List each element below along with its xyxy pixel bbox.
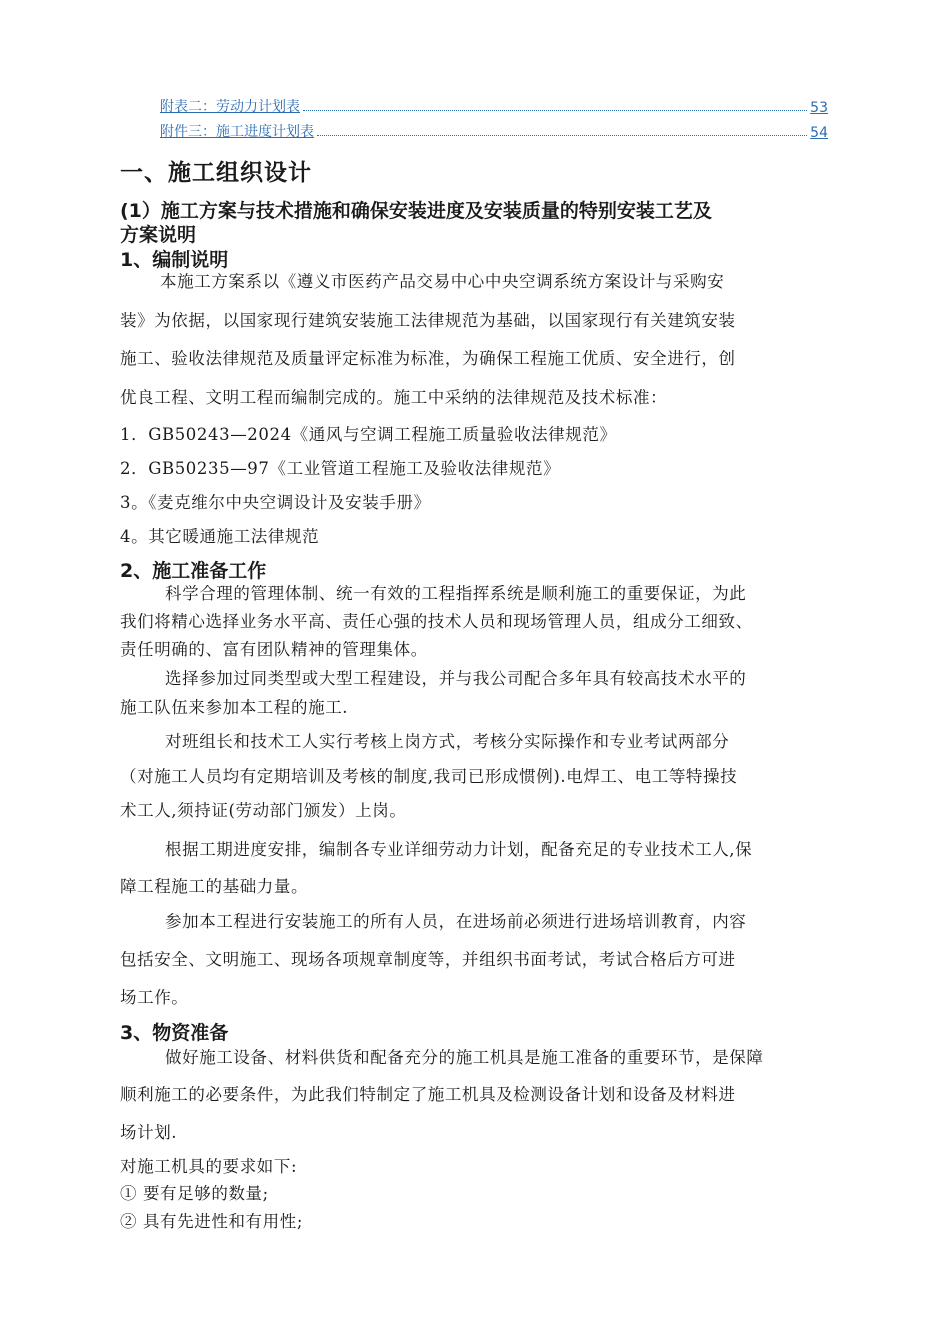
toc-title[interactable]: 附表二：劳动力计划表 [160, 99, 300, 115]
toc-leader [303, 109, 807, 111]
heading-2-cont: 方案说明 [120, 224, 197, 246]
paragraph-line: （对施工人员均有定期培训及考核的制度,我司已形成惯例).电焊工、电工等特操技 [120, 767, 738, 786]
paragraph-line: 障工程施工的基础力量。 [120, 877, 309, 896]
standard-item: 2．GB50235—97《工业管道工程施工及验收法律规范》 [120, 459, 561, 478]
requirements-intro: 对施工机具的要求如下: [120, 1157, 298, 1176]
paragraph-line: 术工人,须持证(劳动部门颁发）上岗。 [120, 801, 407, 820]
paragraph-line: 施工队伍来参加本工程的施工. [120, 698, 349, 717]
paragraph-line: 参加本工程进行安装施工的所有人员，在进场前必须进行进场培训教育，内容 [165, 912, 747, 931]
section-1-title: 1、编制说明 [120, 249, 229, 271]
section-2-title: 2、施工准备工作 [120, 560, 267, 582]
paragraph-line: 对班组长和技术工人实行考核上岗方式，考核分实际操作和专业考试两部分 [165, 732, 730, 751]
requirement-item: ① 要有足够的数量; [120, 1184, 269, 1203]
requirement-item: ② 具有先进性和有用性; [120, 1212, 304, 1231]
heading-2: (1）施工方案与技术措施和确保安装进度及安装质量的特别安装工艺及 [120, 200, 712, 222]
paragraph-line: 责任明确的、富有团队精神的管理集体。 [120, 640, 428, 659]
paragraph-line: 做好施工设备、材料供货和配备充分的施工机具是施工准备的重要环节，是保障 [165, 1048, 764, 1067]
toc-title[interactable]: 附件三：施工进度计划表 [160, 124, 314, 140]
paragraph-line: 本施工方案系以《遵义市医药产品交易中心中央空调系统方案设计与采购安 [160, 272, 725, 291]
toc-page[interactable]: 54 [810, 125, 828, 141]
paragraph-line: 包括安全、文明施工、现场各项规章制度等，并组织书面考试，考试合格后方可进 [120, 950, 736, 969]
heading-1: 一、施工组织设计 [120, 160, 312, 186]
paragraph-line: 装》为依据，以国家现行建筑安装施工法律规范为基础，以国家现行有关建筑安装 [120, 311, 736, 330]
toc-entry[interactable] [160, 94, 828, 116]
paragraph-line: 科学合理的管理体制、统一有效的工程指挥系统是顺利施工的重要保证，为此 [165, 584, 747, 603]
paragraph-line: 优良工程、文明工程而编制完成的。施工中采纳的法律规范及技术标准： [120, 388, 668, 407]
standard-item: 1．GB50243—2024《通风与空调工程施工质量验收法律规范》 [120, 425, 617, 444]
section-3-title: 3、物资准备 [120, 1022, 229, 1044]
paragraph-line: 场计划. [120, 1123, 178, 1142]
toc-leader [317, 134, 807, 136]
paragraph-line: 选择参加过同类型或大型工程建设，并与我公司配合多年具有较高技术水平的 [165, 669, 747, 688]
toc-entry[interactable] [160, 119, 828, 141]
paragraph-line: 根据工期进度安排，编制各专业详细劳动力计划，配备充足的专业技术工人,保 [165, 840, 753, 859]
paragraph-line: 我们将精心选择业务水平高、责任心强的技术人员和现场管理人员，组成分工细致、 [120, 612, 753, 631]
standard-item: 3。《麦克维尔中央空调设计及安装手册》 [120, 493, 431, 512]
paragraph-line: 场工作。 [120, 988, 189, 1007]
paragraph-line: 顺利施工的必要条件，为此我们特制定了施工机具及检测设备计划和设备及材料进 [120, 1085, 736, 1104]
paragraph-line: 施工、验收法律规范及质量评定标准为标准，为确保工程施工优质、安全进行，创 [120, 349, 736, 368]
toc-page[interactable]: 53 [810, 100, 828, 116]
standard-item: 4。其它暖通施工法律规范 [120, 527, 320, 546]
